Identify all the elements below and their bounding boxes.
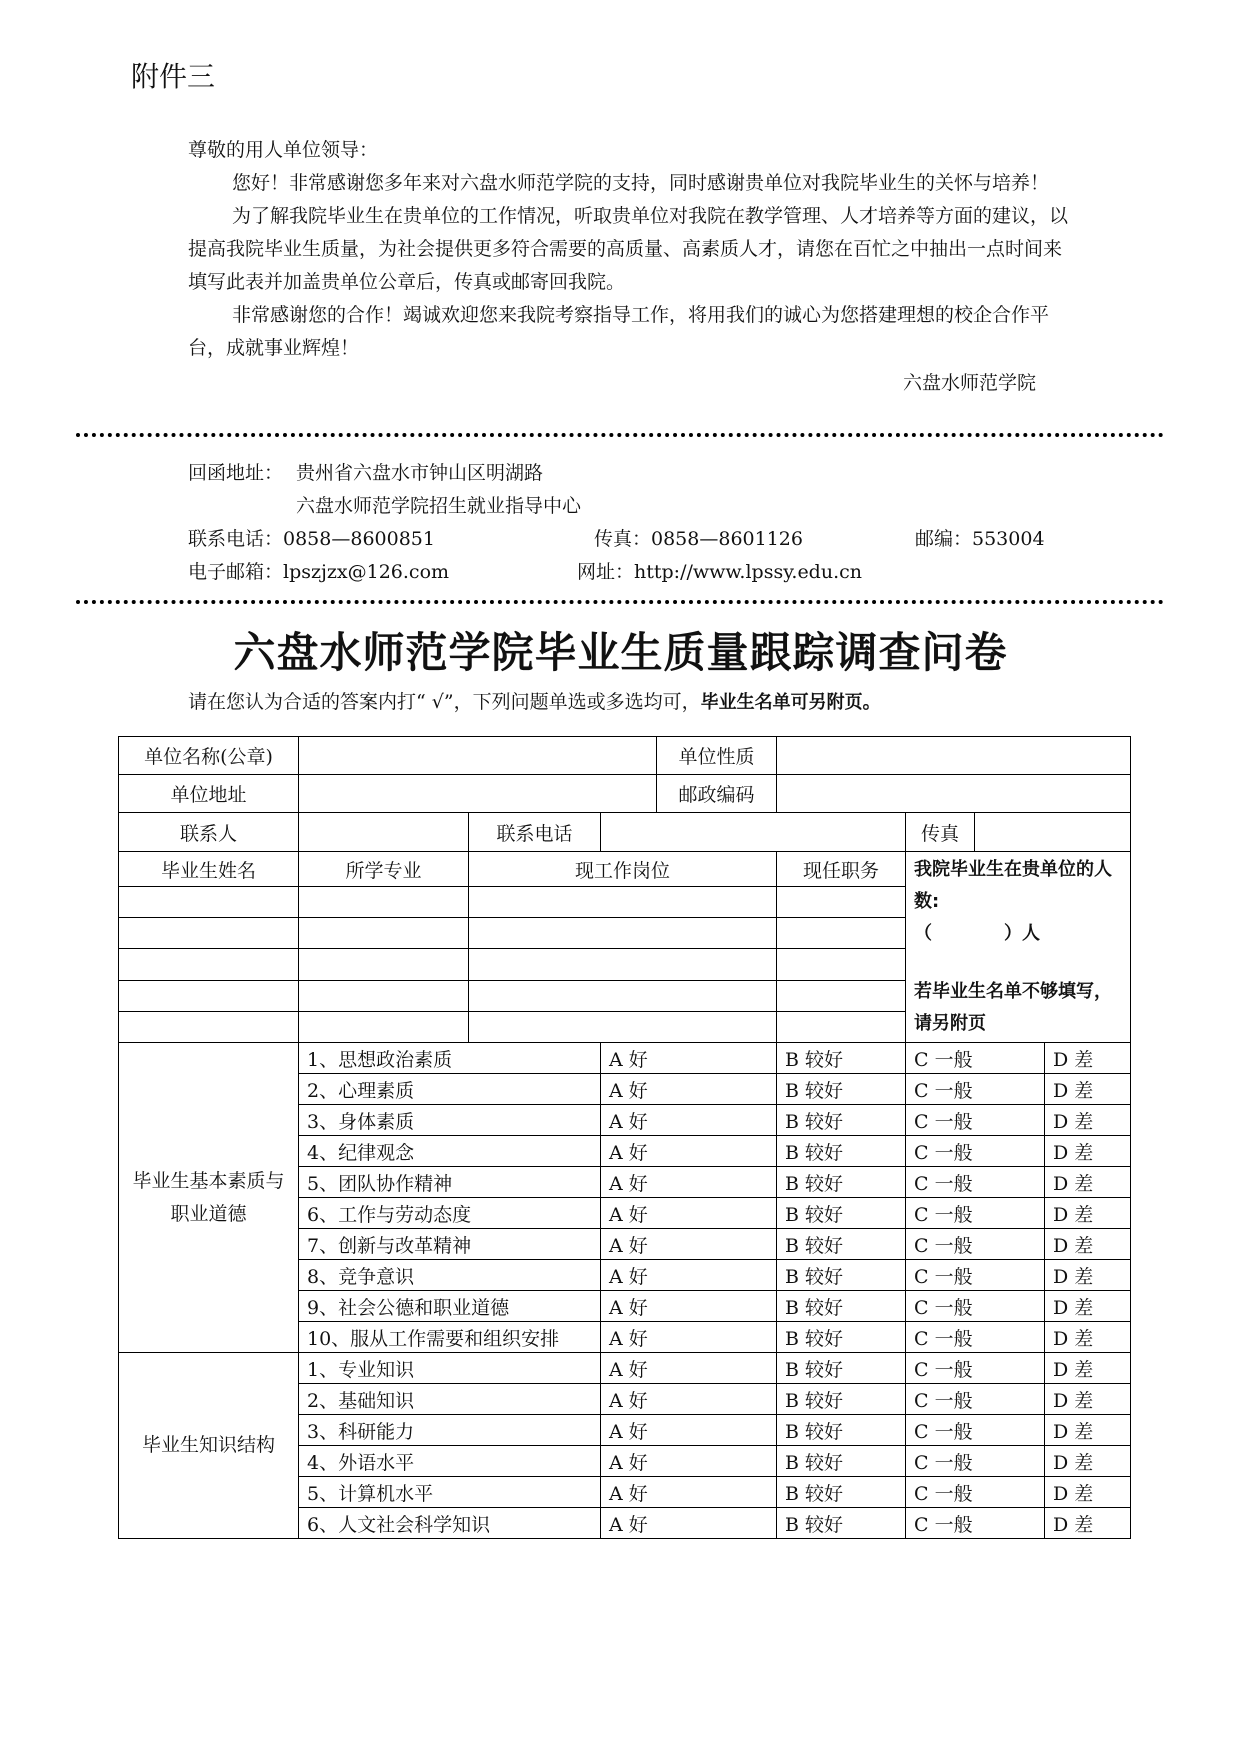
option-c-average[interactable]: C 一般 xyxy=(906,1477,1045,1508)
graduate-major-cell[interactable] xyxy=(299,1011,469,1042)
graduate-title-cell[interactable] xyxy=(777,949,906,980)
option-c-average[interactable]: C 一般 xyxy=(906,1291,1045,1322)
option-b-fairly-good[interactable]: B 较好 xyxy=(777,1043,906,1074)
graduate-position-cell[interactable] xyxy=(469,980,777,1011)
major-label: 所学专业 xyxy=(299,852,469,887)
graduate-name-cell[interactable] xyxy=(119,1011,299,1042)
fax-field[interactable] xyxy=(975,813,1131,852)
instruction-bold-text: 毕业生名单可另附页。 xyxy=(700,692,881,713)
option-d-poor[interactable]: D 差 xyxy=(1045,1384,1131,1415)
letter-signature: 六盘水师范学院 xyxy=(902,372,1036,394)
unit-type-label: 单位性质 xyxy=(657,737,777,775)
letter-salutation: 尊敬的用人单位领导： xyxy=(188,139,379,161)
option-c-average[interactable]: C 一般 xyxy=(906,1260,1045,1291)
graduate-major-cell[interactable] xyxy=(299,887,469,918)
option-a-good[interactable]: A 好 xyxy=(601,1384,777,1415)
count-note-line-2[interactable]: （ ）人 xyxy=(914,923,1041,944)
option-c-average[interactable]: C 一般 xyxy=(906,1446,1045,1477)
job-title-label: 现任职务 xyxy=(777,852,906,887)
attach-note: 若毕业生名单不够填写，请另附页 xyxy=(914,981,1113,1034)
rating-item: 4、纪律观念 xyxy=(299,1136,601,1167)
postcode-field[interactable] xyxy=(777,775,1131,813)
option-d-poor[interactable]: D 差 xyxy=(1045,1322,1131,1353)
option-a-good[interactable]: A 好 xyxy=(601,1136,777,1167)
form-instruction xyxy=(188,687,881,714)
section-category: 毕业生基本素质与职业道德 xyxy=(119,1043,299,1353)
option-b-fairly-good[interactable]: B 较好 xyxy=(777,1477,906,1508)
survey-table xyxy=(118,736,1131,1539)
option-b-fairly-good[interactable]: B 较好 xyxy=(777,1260,906,1291)
graduate-name-cell[interactable] xyxy=(119,980,299,1011)
graduate-title-cell[interactable] xyxy=(777,887,906,918)
option-d-poor[interactable]: D 差 xyxy=(1045,1167,1131,1198)
option-d-poor[interactable]: D 差 xyxy=(1045,1415,1131,1446)
option-a-good[interactable]: A 好 xyxy=(601,1291,777,1322)
contact-person-field[interactable] xyxy=(299,813,469,852)
graduate-position-cell[interactable] xyxy=(469,1011,777,1042)
rating-row xyxy=(119,1043,1131,1074)
graduate-major-cell[interactable] xyxy=(299,949,469,980)
option-c-average[interactable]: C 一般 xyxy=(906,1384,1045,1415)
rating-item: 2、基础知识 xyxy=(299,1384,601,1415)
rating-item: 3、科研能力 xyxy=(299,1415,601,1446)
rating-row xyxy=(119,1353,1131,1384)
contact-website: 网址：http://www.lpssy.edu.cn xyxy=(577,561,863,583)
option-b-fairly-good[interactable]: B 较好 xyxy=(777,1167,906,1198)
section-category: 毕业生知识结构 xyxy=(119,1353,299,1539)
address-line-1: 贵州省六盘水市钟山区明湖路 xyxy=(296,462,544,484)
option-c-average[interactable]: C 一般 xyxy=(906,1074,1045,1105)
graduate-count-note xyxy=(906,852,1131,1043)
option-c-average[interactable]: C 一般 xyxy=(906,1508,1045,1539)
option-b-fairly-good[interactable]: B 较好 xyxy=(777,1074,906,1105)
option-c-average[interactable]: C 一般 xyxy=(906,1136,1045,1167)
option-a-good[interactable]: A 好 xyxy=(601,1322,777,1353)
rating-item: 1、专业知识 xyxy=(299,1353,601,1384)
option-b-fairly-good[interactable]: B 较好 xyxy=(777,1291,906,1322)
option-b-fairly-good[interactable]: B 较好 xyxy=(777,1136,906,1167)
option-a-good[interactable]: A 好 xyxy=(601,1043,777,1074)
option-a-good[interactable]: A 好 xyxy=(601,1446,777,1477)
option-c-average[interactable]: C 一般 xyxy=(906,1322,1045,1353)
option-c-average[interactable]: C 一般 xyxy=(906,1415,1045,1446)
option-d-poor[interactable]: D 差 xyxy=(1045,1198,1131,1229)
unit-name-label: 单位名称(公章) xyxy=(119,737,299,775)
option-c-average[interactable]: C 一般 xyxy=(906,1043,1045,1074)
option-b-fairly-good[interactable]: B 较好 xyxy=(777,1508,906,1539)
contact-block xyxy=(188,457,1088,589)
option-a-good[interactable]: A 好 xyxy=(601,1415,777,1446)
contact-fax: 传真：0858—8601126 xyxy=(594,528,803,550)
rating-item: 6、工作与劳动态度 xyxy=(299,1198,601,1229)
option-a-good[interactable]: A 好 xyxy=(601,1508,777,1539)
option-d-poor[interactable]: D 差 xyxy=(1045,1136,1131,1167)
option-d-poor[interactable]: D 差 xyxy=(1045,1353,1131,1384)
graduate-name-cell[interactable] xyxy=(119,918,299,949)
rating-item: 7、创新与改革精神 xyxy=(299,1229,601,1260)
rating-item: 6、人文社会科学知识 xyxy=(299,1508,601,1539)
option-a-good[interactable]: A 好 xyxy=(601,1229,777,1260)
fax-label: 传真 xyxy=(906,813,975,852)
rating-item: 10、服从工作需要和组织安排 xyxy=(299,1322,601,1353)
count-note-line-1: 我院毕业生在贵单位的人数: xyxy=(914,859,1113,912)
unit-address-label: 单位地址 xyxy=(119,775,299,813)
rating-item: 3、身体素质 xyxy=(299,1105,601,1136)
option-b-fairly-good[interactable]: B 较好 xyxy=(777,1229,906,1260)
grad-name-label: 毕业生姓名 xyxy=(119,852,299,887)
option-a-good[interactable]: A 好 xyxy=(601,1477,777,1508)
option-b-fairly-good[interactable]: B 较好 xyxy=(777,1353,906,1384)
rating-item: 8、竞争意识 xyxy=(299,1260,601,1291)
letter-paragraph-2: 为了解我院毕业生在贵单位的工作情况，听取贵单位对我院在教学管理、人才培养等方面的建议，以提高我院毕业生质量，为社会提供更多符合需要的高质量、高素质人才，请您在百忙之中抽出一点时间来填写此表并加盖贵单位公章后，传真或邮寄回我院。 xyxy=(188,205,1069,293)
option-b-fairly-good[interactable]: B 较好 xyxy=(777,1198,906,1229)
rating-item: 2、心理素质 xyxy=(299,1074,601,1105)
option-d-poor[interactable]: D 差 xyxy=(1045,1260,1131,1291)
option-a-good[interactable]: A 好 xyxy=(601,1105,777,1136)
option-a-good[interactable]: A 好 xyxy=(601,1167,777,1198)
option-b-fairly-good[interactable]: B 较好 xyxy=(777,1446,906,1477)
graduate-major-cell[interactable] xyxy=(299,918,469,949)
option-c-average[interactable]: C 一般 xyxy=(906,1198,1045,1229)
rating-item: 1、思想政治素质 xyxy=(299,1043,601,1074)
contact-phone: 联系电话：0858—8600851 xyxy=(188,528,435,550)
letter-paragraph-3: 非常感谢您的合作！竭诚欢迎您来我院考察指导工作，将用我们的诚心为您搭建理想的校企合作平台，成就事业辉煌！ xyxy=(188,304,1050,359)
contact-phone-field[interactable] xyxy=(601,813,906,852)
rating-item: 4、外语水平 xyxy=(299,1446,601,1477)
graduate-position-cell[interactable] xyxy=(469,887,777,918)
option-b-fairly-good[interactable]: B 较好 xyxy=(777,1384,906,1415)
option-c-average[interactable]: C 一般 xyxy=(906,1229,1045,1260)
contact-email: 电子邮箱：lpszjzx@126.com xyxy=(188,561,450,583)
dotted-divider-top xyxy=(76,433,1164,437)
option-d-poor[interactable]: D 差 xyxy=(1045,1043,1131,1074)
unit-name-field[interactable] xyxy=(299,737,657,775)
option-a-good[interactable]: A 好 xyxy=(601,1353,777,1384)
attachment-label: 附件三 xyxy=(131,60,216,93)
option-d-poor[interactable]: D 差 xyxy=(1045,1477,1131,1508)
graduate-major-cell[interactable] xyxy=(299,980,469,1011)
option-d-poor[interactable]: D 差 xyxy=(1045,1291,1131,1322)
rating-item: 5、计算机水平 xyxy=(299,1477,601,1508)
graduate-title-cell[interactable] xyxy=(777,980,906,1011)
option-d-poor[interactable]: D 差 xyxy=(1045,1105,1131,1136)
option-b-fairly-good[interactable]: B 较好 xyxy=(777,1105,906,1136)
graduate-name-cell[interactable] xyxy=(119,949,299,980)
option-c-average[interactable]: C 一般 xyxy=(906,1353,1045,1384)
graduate-title-cell[interactable] xyxy=(777,918,906,949)
option-d-poor[interactable]: D 差 xyxy=(1045,1074,1131,1105)
graduate-position-cell[interactable] xyxy=(469,949,777,980)
form-title: 六盘水师范学院毕业生质量跟踪调查问卷 xyxy=(233,628,1008,677)
option-a-good[interactable]: A 好 xyxy=(601,1260,777,1291)
contact-person-label: 联系人 xyxy=(119,813,299,852)
option-c-average[interactable]: C 一般 xyxy=(906,1105,1045,1136)
graduate-name-cell[interactable] xyxy=(119,887,299,918)
option-b-fairly-good[interactable]: B 较好 xyxy=(777,1322,906,1353)
option-b-fairly-good[interactable]: B 较好 xyxy=(777,1415,906,1446)
letter-paragraph-1: 您好！非常感谢您多年来对六盘水师范学院的支持，同时感谢贵单位对我院毕业生的关怀与培养！ xyxy=(232,172,1050,194)
rating-item: 9、社会公德和职业道德 xyxy=(299,1291,601,1322)
address-line-2: 六盘水师范学院招生就业指导中心 xyxy=(296,495,582,517)
graduate-position-cell[interactable] xyxy=(469,918,777,949)
option-d-poor[interactable]: D 差 xyxy=(1045,1446,1131,1477)
option-d-poor[interactable]: D 差 xyxy=(1045,1508,1131,1539)
address-label: 回函地址： xyxy=(188,462,284,484)
postcode-label: 邮政编码 xyxy=(657,775,777,813)
contact-postcode: 邮编：553004 xyxy=(915,528,1045,550)
option-d-poor[interactable]: D 差 xyxy=(1045,1229,1131,1260)
option-a-good[interactable]: A 好 xyxy=(601,1198,777,1229)
instruction-text: 请在您认为合适的答案内打“ √”，下列问题单选或多选均可， xyxy=(188,691,701,713)
position-label: 现工作岗位 xyxy=(469,852,777,887)
option-a-good[interactable]: A 好 xyxy=(601,1074,777,1105)
unit-address-field[interactable] xyxy=(299,775,657,813)
dotted-divider-bottom xyxy=(76,600,1164,604)
contact-phone-label: 联系电话 xyxy=(469,813,601,852)
unit-type-field[interactable] xyxy=(777,737,1131,775)
option-c-average[interactable]: C 一般 xyxy=(906,1167,1045,1198)
rating-item: 5、团队协作精神 xyxy=(299,1167,601,1198)
graduate-title-cell[interactable] xyxy=(777,1011,906,1042)
cover-letter xyxy=(188,134,1068,400)
